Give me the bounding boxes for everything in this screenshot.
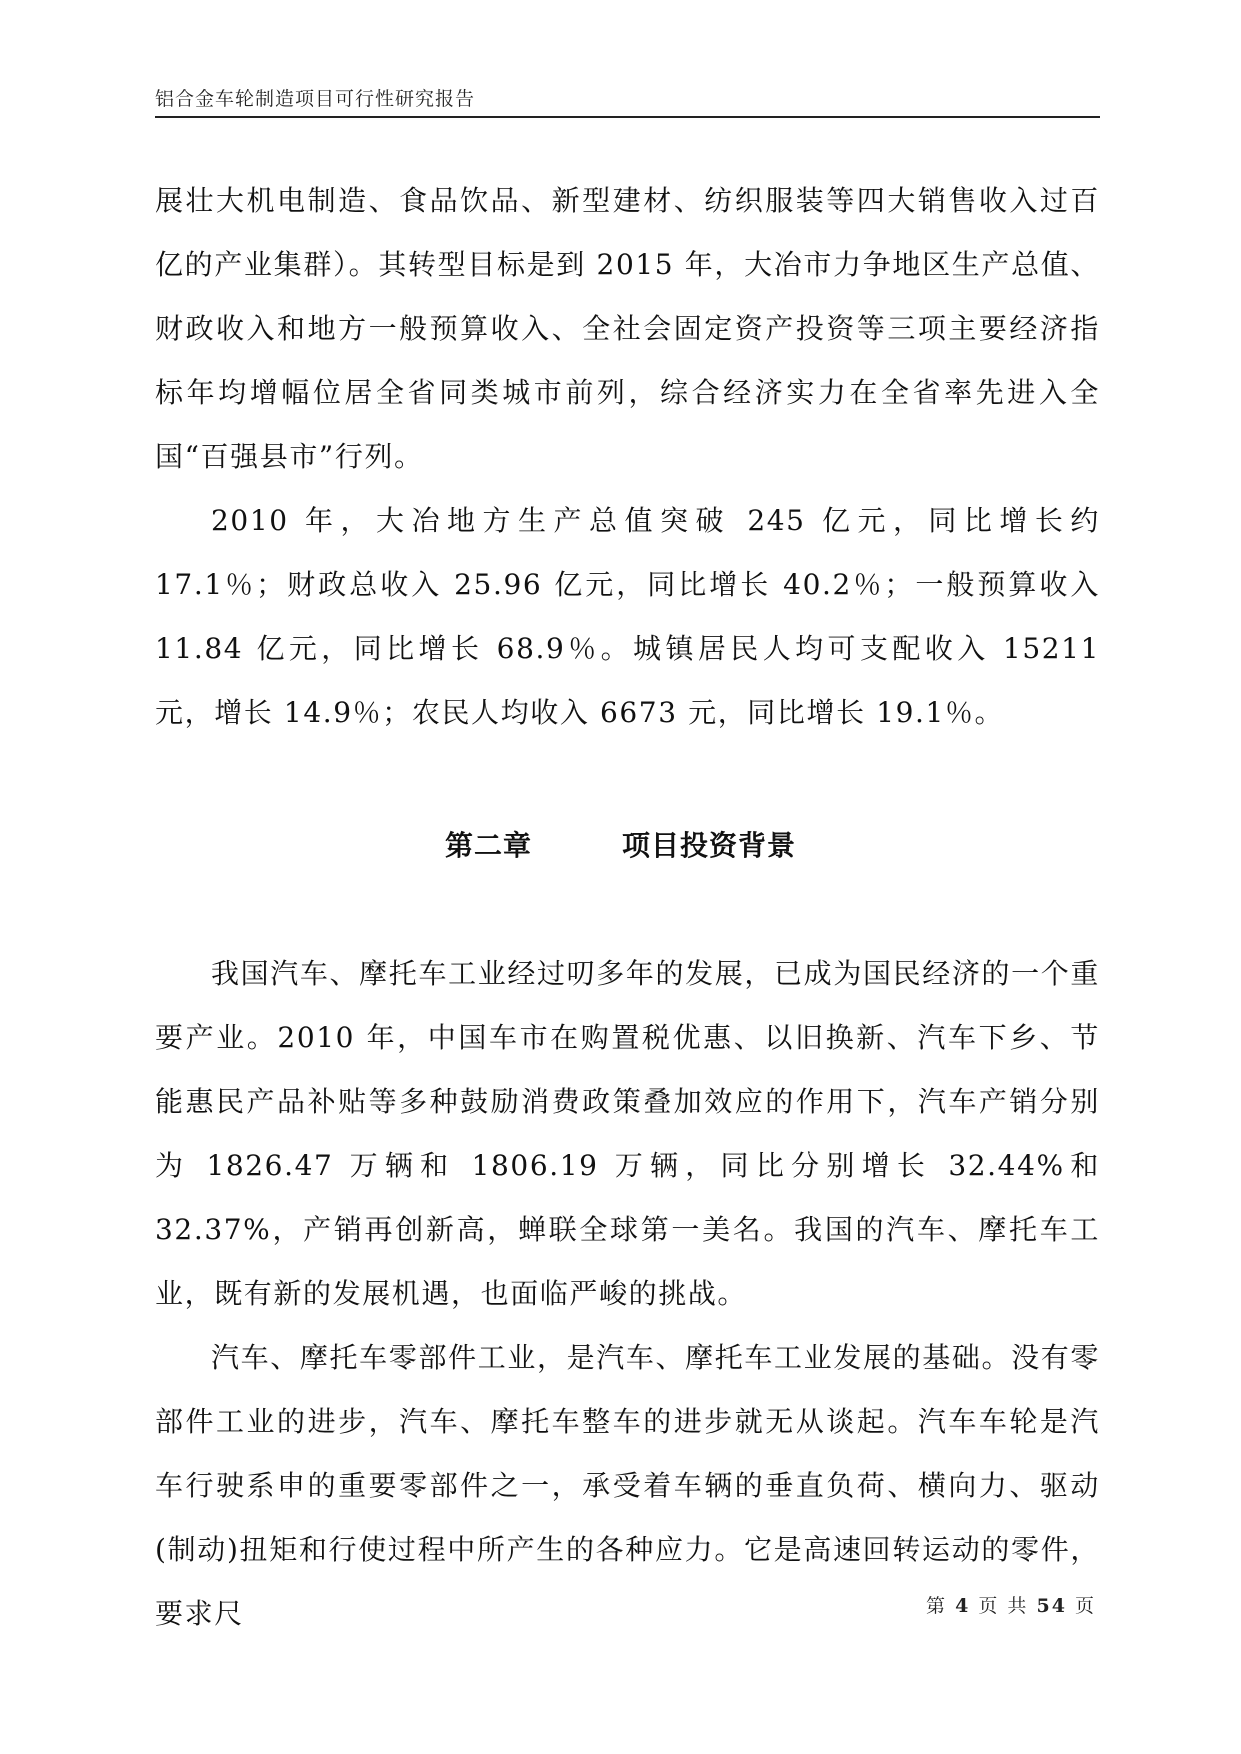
- footer-total-pages: 54: [1036, 1595, 1067, 1617]
- page-footer: [926, 1593, 1096, 1619]
- chapter-title: 项目投资背景: [622, 829, 797, 862]
- paragraph-parts-industry: 汽车、摩托车零部件工业，是汽车、摩托车工业发展的基础。没有零部件工业的进步，汽车、摩托车整车的进步就无从谈起。汽车车轮是汽车行驶系申的重要零部件之一，承受着车辆的垂直负荷、横向力、驱动(制动)扭矩和行使过程中所产生的各种应力。它是高速回转运动的零件，要求尺: [155, 1341, 1100, 1630]
- header-title: 铝合金车轮制造项目可行性研究报告: [155, 88, 476, 110]
- text-block-after-chapter: [155, 942, 1100, 1646]
- page-header: [155, 86, 1100, 118]
- footer-prefix: 第: [926, 1595, 948, 1617]
- paragraph-continuation: 展壮大机电制造、食品饮品、新型建材、纺织服装等四大销售收入过百亿的产业集群）。其转型目标是到 2015 年，大冶市力争地区生产总值、财政收入和地方一般预算收入、全社会固定资产投资等三项主要经济指标年均增幅位居全省同类城市前列，综合经济实力在全省率先进入全国“百强县市”行列。: [155, 184, 1100, 473]
- chapter-number: 第二章: [444, 829, 532, 862]
- paragraph-economic-stats: 2010 年，大冶地方生产总值突破 245 亿元，同比增长约 17.1％；财政总收入 25.96 亿元，同比增长 40.2％；一般预算收入 11.84 亿元，同比增长 68.9％。城镇居民人均可支配收入 15211 元，增长 14.9％；农民人均收入 6673 元，同比增长 19.1％。: [155, 504, 1100, 729]
- footer-suffix: 页: [1074, 1595, 1096, 1617]
- footer-middle: 页 共: [978, 1595, 1029, 1617]
- chapter-heading: [0, 826, 1241, 866]
- paragraph-industry-background: 我国汽车、摩托车工业经过叨多年的发展，已成为国民经济的一个重要产业。2010 年，中国车市在购置税优惠、以旧换新、汽车下乡、节能惠民产品补贴等多种鼓励消费政策叠加效应的作用下，汽车产销分别为 1826.47 万辆和 1806.19 万辆，同比分别增长 32.44%和 32.37%，产销再创新高，蝉联全球第一美名。我国的汽车、摩托车工业，既有新的发展机遇，也面临严峻的挑战。: [155, 957, 1100, 1310]
- text-block-before-chapter: [155, 169, 1100, 745]
- footer-page-number: 4: [955, 1595, 971, 1617]
